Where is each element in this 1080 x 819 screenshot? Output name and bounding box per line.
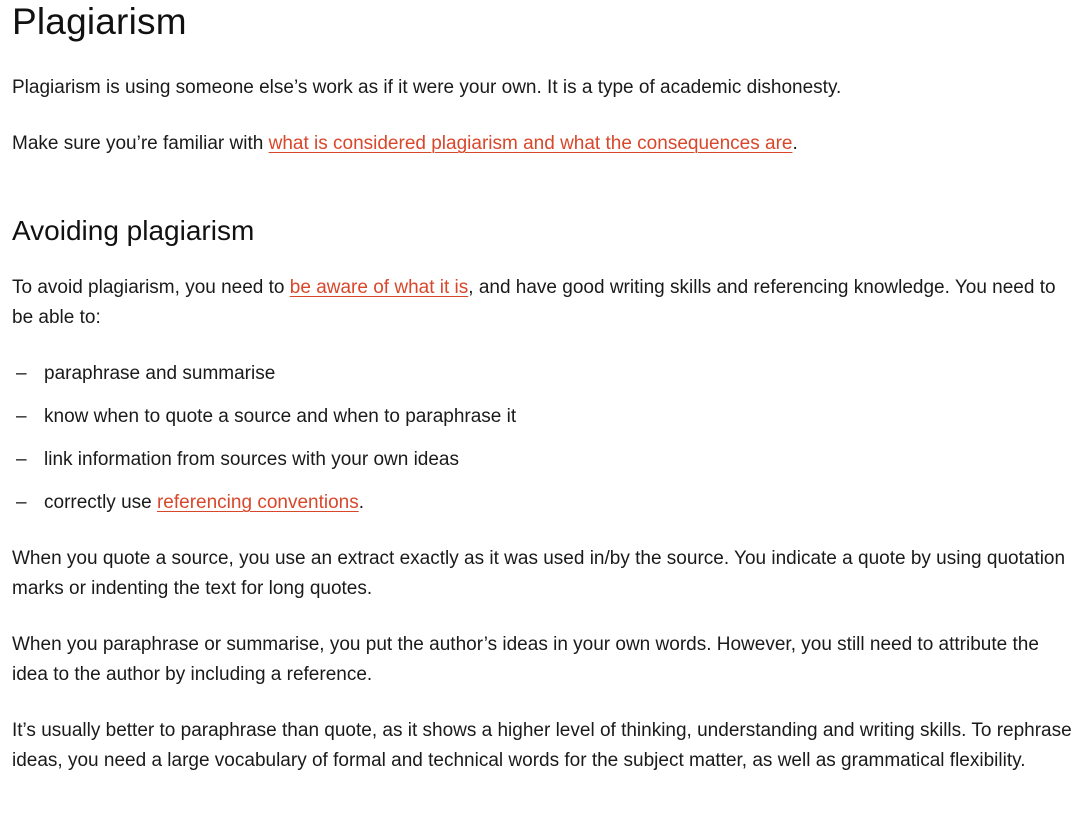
skills-list: [12, 359, 1074, 518]
be-aware-link[interactable]: be aware of what it is: [289, 277, 469, 298]
intro-familiar-punct: .: [792, 133, 798, 154]
plagiarism-consequences-link[interactable]: what is considered plagiarism and what the consequences are: [268, 133, 793, 154]
intro-familiar-text: Make sure you’re familiar with: [12, 133, 269, 154]
referencing-conventions-link[interactable]: referencing conventions: [156, 492, 359, 513]
section-heading-avoiding: Avoiding plagiarism: [12, 215, 255, 246]
list-item-text: know when to quote a source and when to paraphrase it: [44, 406, 517, 427]
paraphrase-paragraph: When you paraphrase or summarise, you put the author’s ideas in your own words. However, you still need to attribute the idea to the author by including a reference.: [12, 634, 1039, 685]
dash-bullet-icon: –: [16, 449, 27, 470]
avoid-intro-text: To avoid plagiarism, you need to: [12, 277, 290, 298]
page-title: Plagiarism: [12, 1, 187, 42]
dash-bullet-icon: –: [16, 363, 27, 384]
list-item: [12, 488, 1074, 518]
avoid-intro-rest: , and have good writing skills and referencing knowledge. You need to be able to:: [12, 277, 1056, 328]
dash-bullet-icon: –: [16, 406, 27, 427]
list-item-punct: .: [358, 492, 365, 513]
list-item: [12, 359, 1074, 389]
list-item-text: link information from sources with your own ideas: [44, 449, 460, 470]
intro-paragraph: Plagiarism is using someone else’s work as if it were your own. It is a type of academic dishonesty.: [12, 77, 842, 98]
intro-familiar-paragraph: [12, 129, 1074, 159]
dash-bullet-icon: –: [16, 492, 27, 513]
list-item-text: correctly use: [44, 492, 157, 513]
list-item: [12, 445, 1074, 475]
list-item-text: paraphrase and summarise: [44, 363, 276, 384]
avoid-intro-paragraph: [12, 273, 1074, 333]
paraphrase-better-paragraph: It’s usually better to paraphrase than quote, as it shows a higher level of thinking, understanding and writing skills. To rephrase ideas, you need a large vocabulary of formal and technical words for the subject matter, as well as grammatical flexibility.: [12, 720, 1072, 771]
quote-paragraph: When you quote a source, you use an extract exactly as it was used in/by the source. You indicate a quote by using quotation marks or indenting the text for long quotes.: [12, 548, 1066, 599]
list-item: [12, 402, 1074, 432]
